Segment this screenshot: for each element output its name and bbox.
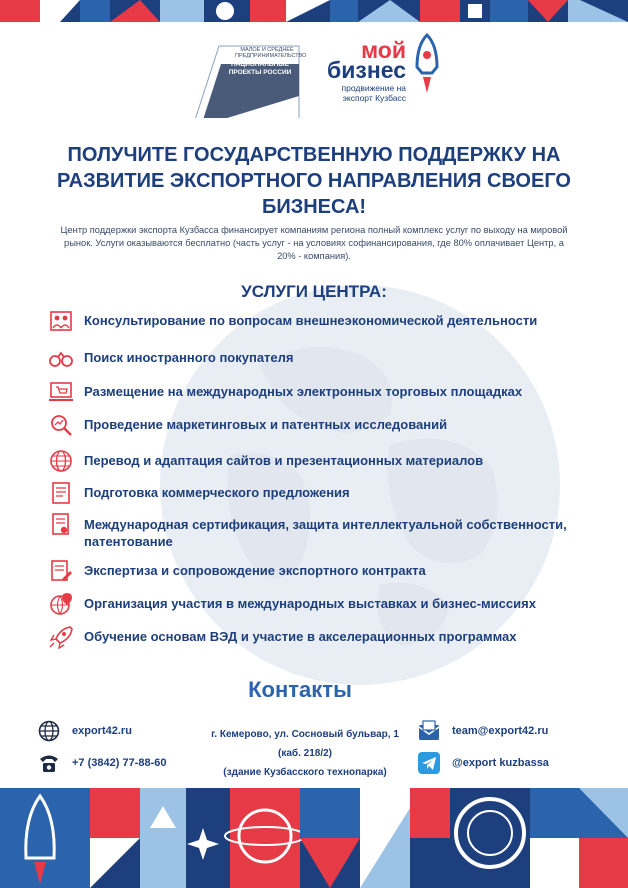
document-icon bbox=[48, 481, 74, 505]
globe-icon bbox=[38, 720, 60, 742]
national-projects-title: НАЦИОНАЛЬНЫЕ ПРОЕКТЫ РОССИИ bbox=[228, 61, 292, 76]
contract-icon bbox=[48, 559, 74, 583]
address-line-3: (здание Кузбасского технопарка) bbox=[223, 767, 387, 778]
magnifier-chart-icon bbox=[48, 413, 74, 437]
laptop-cart-icon bbox=[48, 380, 74, 404]
service-label: Перевод и адаптация сайтов и презентационных материалов bbox=[84, 453, 484, 468]
address-line-2: (каб. 218/2) bbox=[278, 748, 332, 759]
moy-biznes-logo-text bbox=[310, 37, 406, 83]
service-label: Международная сертификация, защита интеллектуальной собственности, патентование bbox=[84, 517, 567, 549]
rocket-icon bbox=[48, 625, 74, 649]
address-block bbox=[195, 725, 415, 782]
bottom-decorative-band bbox=[0, 788, 628, 888]
service-label: Организация участия в международных выставках и бизнес-миссиях bbox=[84, 596, 536, 611]
top-decorative-band bbox=[0, 0, 628, 22]
phone-number[interactable]: +7 (3842) 77-88-60 bbox=[72, 757, 167, 769]
service-label: Проведение маркетинговых и патентных исследований bbox=[84, 417, 448, 432]
telegram-icon bbox=[418, 752, 440, 774]
service-label: Размещение на международных электронных торговых площадках bbox=[84, 384, 523, 399]
globe-icon bbox=[48, 449, 74, 473]
service-label: Поиск иностранного покупателя bbox=[84, 350, 294, 365]
globe-pin-icon bbox=[48, 592, 74, 616]
services-title: УСЛУГИ ЦЕНТРА: bbox=[241, 282, 387, 301]
intro-paragraph: Центр поддержки экспорта Кузбасса финансирует компаниям региона полный комплекс услуг по выходу на мировой рынок. Услуги оказываются бесплатно (часть услуг - на условиях софинансирования, где 80% оплачивает Центр, а 20% - компания). bbox=[60, 225, 568, 261]
website-link[interactable]: export42.ru bbox=[72, 725, 132, 737]
mail-icon bbox=[418, 720, 440, 742]
national-projects-caption: МАЛОЕ И СРЕДНЕЕ ПРЕДПРИНИМАТЕЛЬСТВО bbox=[235, 47, 307, 59]
email-link[interactable]: team@export42.ru bbox=[452, 725, 549, 737]
telephone-icon bbox=[38, 752, 60, 774]
consulting-icon bbox=[48, 309, 74, 333]
main-headline: ПОЛУЧИТЕ ГОСУДАРСТВЕННУЮ ПОДДЕРЖКУ НА РАЗВИТИЕ ЭКСПОРТНОГО НАПРАВЛЕНИЯ СВОЕГО БИЗНЕСА! bbox=[57, 144, 571, 218]
rocket-logo-icon bbox=[413, 33, 441, 95]
certificate-icon bbox=[48, 513, 74, 537]
service-label: Подготовка коммерческого предложения bbox=[84, 485, 350, 500]
service-label: Обучение основам ВЭД и участие в акселерационных программах bbox=[84, 629, 517, 644]
contacts-title: Контакты bbox=[248, 677, 352, 702]
service-label: Консультирование по вопросам внешнеэкономической деятельности bbox=[84, 313, 538, 328]
moy-biznes-line1: мой bbox=[361, 37, 406, 63]
moy-biznes-line2: бизнес bbox=[327, 57, 406, 83]
telegram-handle[interactable]: @export kuzbassa bbox=[452, 757, 549, 769]
service-label: Экспертиза и сопровождение экспортного контракта bbox=[84, 563, 426, 578]
logo-block bbox=[193, 30, 453, 122]
moy-biznes-subtitle: продвижение на экспорт Кузбасс bbox=[341, 83, 406, 103]
binoculars-icon bbox=[48, 346, 74, 370]
address-line-1: г. Кемерово, ул. Сосновый бульвар, 1 bbox=[211, 729, 399, 740]
